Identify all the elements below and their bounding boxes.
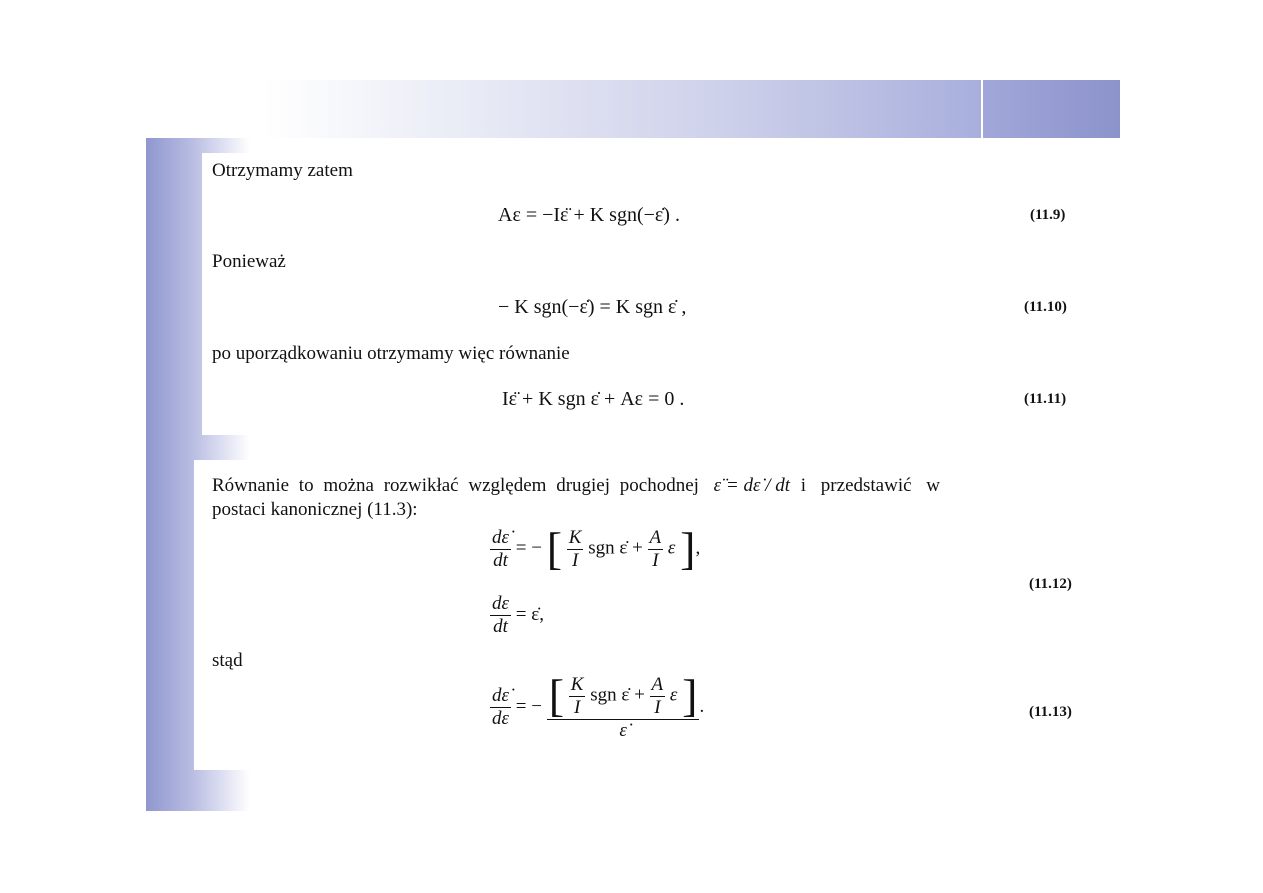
inline-second-derivative: ε̈ = dε̇ / dt: [713, 475, 791, 496]
equals-eps-dot: = ε̇,: [515, 603, 544, 625]
equation-11-12-line-1: [490, 523, 701, 574]
equation-number-11-12: (11.12): [1029, 576, 1072, 592]
slide-top-corner-block: [981, 80, 1120, 138]
fraction-d-eps-dt: [490, 593, 511, 638]
frac-denominator: I: [573, 696, 581, 718]
left-bracket: [: [546, 523, 563, 574]
frac-denominator: I: [652, 549, 659, 571]
frac-numerator: A: [651, 673, 664, 695]
fraction-a-over-i: [650, 674, 666, 719]
paragraph-stad: stąd: [212, 650, 243, 671]
left-bracket: [: [548, 670, 565, 721]
paragraph-przedstawic-text: i przedstawić w: [800, 475, 941, 496]
epsilon: ε: [669, 684, 678, 706]
frac-numerator: dε̇: [492, 526, 509, 548]
frac-denominator: dt: [493, 616, 508, 637]
right-bracket: ]: [682, 670, 698, 721]
equation-number-11-10: (11.10): [1024, 299, 1067, 315]
paragraph-rownanie-text: Równanie to można rozwikłać względem drugiej pochodnej: [212, 475, 699, 496]
fraction-d-eps-dot-d-eps: [490, 685, 511, 730]
frac-numerator-big: [547, 670, 700, 721]
frac-denominator: dε: [492, 708, 509, 729]
paragraph-poniewaz: Ponieważ: [212, 251, 286, 272]
slide: [146, 80, 1118, 811]
frac-numerator: A: [649, 526, 662, 548]
fraction-k-over-i: [567, 527, 584, 572]
frac-numerator: K: [570, 673, 584, 695]
equals-minus: = −: [515, 537, 542, 559]
frac-numerator: dε: [492, 593, 509, 614]
equation-11-13: [490, 670, 705, 742]
right-bracket: ]: [680, 523, 696, 574]
sgn-eps-dot-plus: sgn ε̇ +: [588, 537, 643, 559]
epsilon: ε: [667, 537, 676, 559]
equation-number-11-11: (11.11): [1024, 391, 1067, 407]
comma: ,: [695, 537, 701, 559]
paragraph-postaci-kanonicznej: postaci kanonicznej (11.3):: [212, 499, 418, 520]
equation-11-9: Aε = −Iε̈ + K sgn(−ε̇) .: [498, 204, 680, 226]
paragraph-otrzymamy: Otrzymamy zatem: [212, 160, 353, 181]
equation-11-11: Iε̈ + K sgn ε̇ + Aε = 0 .: [502, 388, 685, 410]
frac-numerator: dε̇: [492, 685, 509, 706]
equation-11-12-line-2: [490, 593, 544, 638]
fraction-k-over-i: [569, 674, 586, 719]
equation-number-11-13: (11.13): [1029, 704, 1072, 720]
sgn-eps-dot-plus: sgn ε̇ +: [590, 684, 645, 706]
content-panel-top: [202, 153, 1102, 435]
content-panel-bottom: [194, 460, 1102, 770]
frac-denominator: dt: [493, 549, 508, 571]
slide-top-gradient-bar: [146, 80, 1118, 138]
equals-minus: = −: [515, 695, 542, 717]
fraction-d-eps-dot-dt: [490, 527, 511, 572]
paragraph-po-uporzadkowaniu: po uporządkowaniu otrzymamy więc równanie: [212, 343, 570, 364]
paragraph-rownanie-to: [212, 475, 940, 497]
equation-11-10: − K sgn(−ε̇) = K sgn ε̇ ,: [498, 296, 687, 318]
frac-denominator: I: [654, 696, 661, 718]
fraction-a-over-i: [648, 527, 664, 572]
frac-numerator: K: [568, 526, 582, 548]
frac-denominator-big: ε̇: [619, 720, 627, 741]
equation-number-11-9: (11.9): [1030, 207, 1066, 223]
frac-denominator: I: [571, 549, 579, 571]
fraction-big: [547, 670, 700, 742]
period: .: [699, 695, 705, 717]
